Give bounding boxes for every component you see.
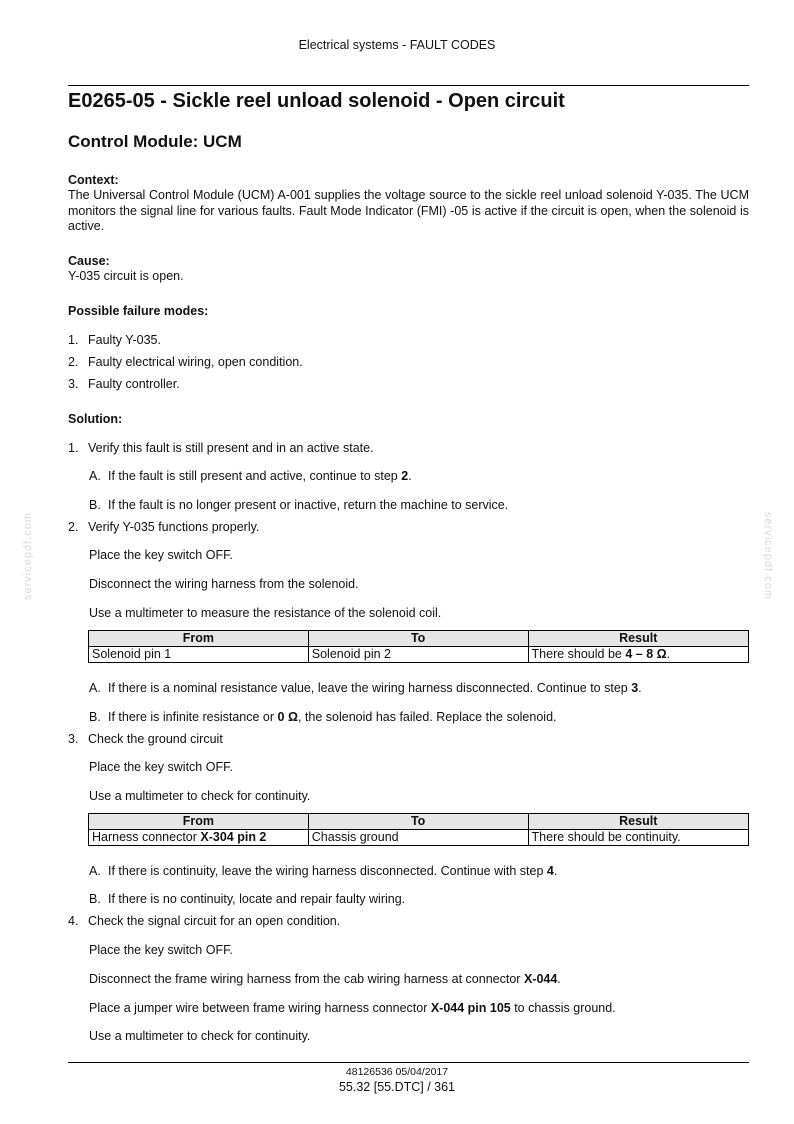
cell-to: Solenoid pin 2 [308,647,528,663]
failure-mode-item: 1. Faulty Y-035. [68,333,161,347]
table-row [89,647,749,663]
step-3-option-a: A. If there is continuity, leave the wiring harness disconnected. Continue with step 4. [89,864,558,878]
cause-text: Y-035 circuit is open. [68,269,184,283]
solution-step-1: 1. Verify this fault is still present and in an active state. [68,441,374,455]
step-3-option-b: B. If there is no continuity, locate and repair faulty wiring. [89,892,406,906]
step-2-instruction: Place the key switch OFF. [89,548,233,562]
cause-label: Cause: [68,254,110,268]
step-4-instruction: Disconnect the frame wiring harness from the cab wiring harness at connector X-044. [89,972,561,986]
step-3-instruction: Use a multimeter to check for continuity. [89,789,311,803]
page-title: E0265-05 - Sickle reel unload solenoid - Open circuit [68,90,565,112]
column-header-result: Result [528,814,748,830]
resistance-test-table [88,630,749,663]
step-4-instruction: Place the key switch OFF. [89,943,233,957]
column-header-from: From [89,814,309,830]
solution-step-4: 4. Check the signal circuit for an open condition. [68,914,341,928]
context-label: Context: [68,173,119,187]
column-header-from: From [89,631,309,647]
step-2-option-b: B. If there is infinite resistance or 0 Ω, the solenoid has failed. Replace the solenoid. [89,710,557,724]
footer-document-code: 48126536 05/04/2017 [345,1066,449,1078]
control-module-heading: Control Module: UCM [68,132,242,151]
running-header: Electrical systems - FAULT CODES [298,38,496,52]
step-2-instruction: Use a multimeter to measure the resistance of the solenoid coil. [89,606,442,620]
column-header-result: Result [528,631,748,647]
failure-modes-label: Possible failure modes: [68,304,209,318]
context-text: The Universal Control Module (UCM) A-001 supplies the voltage source to the sickle reel unload solenoid Y-035. The UCM monitors the signal line for various faults. Fault Mode Indicator (FMI) -05 is active if the circuit is open, when the solenoid is active. [68,188,749,234]
table-header-row [89,814,749,830]
cell-from: Harness connector X-304 pin 2 [89,830,309,846]
column-header-to: To [308,814,528,830]
step-2-option-a: A. If there is a nominal resistance value, leave the wiring harness disconnected. Continue to step 3. [89,681,642,695]
step-4-instruction: Use a multimeter to check for continuity. [89,1029,311,1043]
table-row [89,830,749,846]
watermark-right: servicepdf.com [761,512,774,600]
solution-step-3: 3. Check the ground circuit [68,732,223,746]
solution-step-2: 2. Verify Y-035 functions properly. [68,520,260,534]
column-header-to: To [308,631,528,647]
step-4-instruction: Place a jumper wire between frame wiring harness connector X-044 pin 105 to chassis ground. [89,1001,616,1015]
step-1-option-a: A. If the fault is still present and active, continue to step 2. [89,469,412,483]
cell-result: There should be continuity. [528,830,748,846]
continuity-test-table [88,813,749,846]
failure-mode-item: 3. Faulty controller. [68,377,180,391]
cell-result: There should be 4 – 8 Ω. [528,647,748,663]
step-3-instruction: Place the key switch OFF. [89,760,233,774]
cell-from: Solenoid pin 1 [89,647,309,663]
watermark-left: servicepdf.com [22,512,34,600]
step-2-instruction: Disconnect the wiring harness from the solenoid. [89,577,359,591]
solution-label: Solution: [68,412,123,426]
cell-to: Chassis ground [308,830,528,846]
header-rule [68,85,749,86]
footer-rule [68,1062,749,1063]
footer-page-number: 55.32 [55.DTC] / 361 [338,1080,456,1094]
failure-mode-item: 2. Faulty electrical wiring, open condition. [68,355,303,369]
table-header-row [89,631,749,647]
step-1-option-b: B. If the fault is no longer present or inactive, return the machine to service. [89,498,509,512]
